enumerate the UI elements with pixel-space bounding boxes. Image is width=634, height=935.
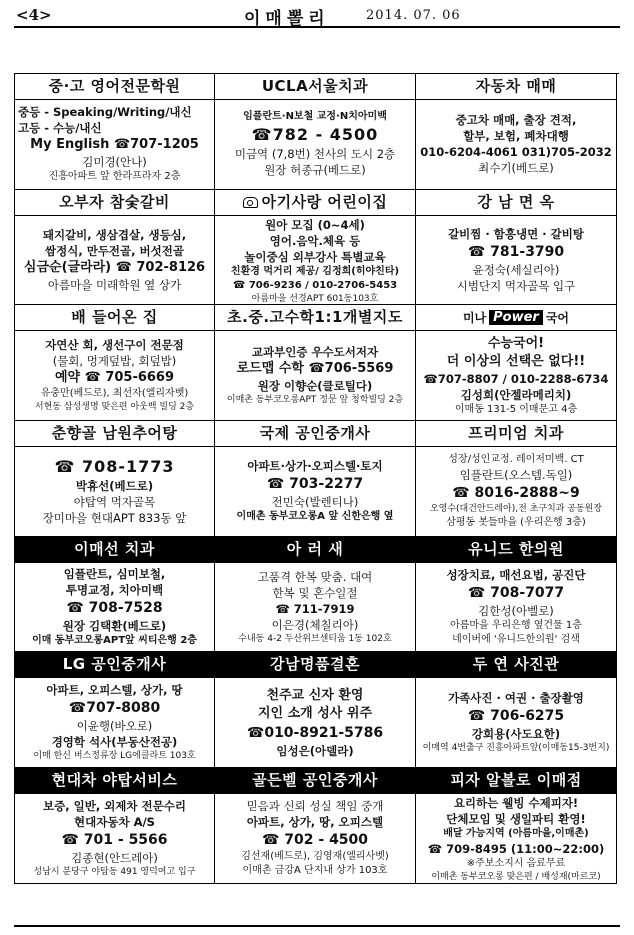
header-rule (14, 26, 620, 28)
ad-title-bar (15, 305, 214, 331)
ad-line: ☎ 708-7528 (66, 600, 163, 617)
ad-line: 삼평동 봇들마을 (우리은행 3층) (446, 516, 586, 528)
ad-line: 성남시 분당구 야탑동 491 영덕여고 입구 (33, 866, 196, 877)
ad-body (215, 216, 415, 306)
ad-title: 춘향골 남원추어탕 (51, 424, 178, 443)
ad-title: 골든벨 공인중개사 (252, 771, 378, 790)
ad-box (15, 652, 215, 768)
ad-line: 이은경(체칠리아) (271, 617, 359, 632)
ad-line: 이매촌 동부코오롱A 앞 신한은행 옆 (236, 511, 394, 523)
ad-line: ☎782 - 4500 (251, 125, 379, 145)
ad-body (15, 100, 214, 189)
ad-title: 현대차 야탑서비스 (51, 771, 178, 790)
ad-title: 유니드 한의원 (468, 539, 564, 558)
ad-line: 유충만(베드로), 최선자(엘리자벳) (40, 388, 189, 400)
ad-line: 성장치료, 매선요법, 공진단 (446, 568, 586, 583)
ad-line: ☎ 708-7077 (467, 585, 565, 602)
ad-title-bar (15, 652, 214, 678)
ad-box (215, 652, 416, 768)
ad-title-bar (416, 421, 616, 447)
ad-line: 시범단지 먹자골목 입구 (456, 279, 576, 294)
ad-line: 최수기(베드로) (478, 161, 554, 176)
ad-line: 야탑역 먹자골목 (73, 495, 156, 510)
ad-line: 아파트, 상가, 땅, 오피스텔 (246, 815, 384, 830)
ad-logo (416, 305, 616, 331)
ad-line: ☎707-8080 (68, 700, 161, 717)
ad-line: 이매촌 금강A 단지내 상가 103호 (242, 865, 388, 877)
ad-title-bar (215, 421, 415, 447)
ad-line: 임플란트, 심미보철, (63, 567, 166, 582)
ad-line: ☎ 8016-2888~9 (452, 484, 580, 501)
ad-grid (14, 73, 619, 884)
ad-line: 이매 한신 버스정류장 LG에클라트 103호 (33, 751, 196, 762)
ad-line: 이매촌 동부코오롱APT 정문 앞 청학빌딩 2층 (226, 395, 404, 406)
ad-line: 윤정숙(세실리아) (472, 263, 560, 278)
ad-line: ☎ 709-8495 (11:00~22:00) (427, 842, 605, 857)
ad-line: ☎ 781-3790 (467, 244, 565, 261)
ad-line: 더 이상의 선택은 없다!! (446, 353, 586, 369)
ad-box (15, 421, 215, 537)
ad-title: 강남명품결혼 (270, 655, 360, 674)
ad-line: 고품격 한복 맞춤. 대여 (257, 569, 373, 584)
ad-line: ※주보소지시 음료무료 (466, 858, 566, 870)
issue-date: 2014. 07. 06 (366, 8, 461, 23)
ad-body (215, 678, 415, 767)
ad-body (416, 794, 616, 884)
ad-line: 요리하는 웰빙 수제피자! (453, 796, 579, 811)
ad-line: 보증, 일반, 외제차 전문수리 (43, 798, 186, 813)
ad-box (416, 537, 617, 653)
ad-line: 지인 소개 성사 위주 (257, 705, 373, 721)
ad-title: 두 연 사진관 (472, 655, 560, 674)
ad-line: (물회, 멍게덮밥, 회덮밥) (52, 354, 177, 369)
ad-line: 이매촌 동부코오롱 맞은편 / 배성재(마르코) (431, 872, 601, 883)
footer-rule (14, 925, 620, 927)
ad-line: 아파트, 오피스텔, 상가, 땅 (46, 683, 183, 698)
ad-line: 심금순(글라라) ☎ 702-8126 (23, 260, 206, 276)
ad-line: 원장 허종규(베드로) (264, 163, 366, 178)
ad-line: ☎010-8921-5786 (246, 724, 384, 741)
ad-title-bar (215, 768, 415, 794)
ad-title-bar (215, 190, 415, 216)
ad-box (15, 190, 215, 306)
ad-body (15, 794, 214, 883)
ad-line: 가족사진 · 여권 · 출장촬영 (448, 691, 584, 706)
ad-line: 김선재(베드로), 김영재(엘리사벳) (241, 851, 389, 863)
ad-body (215, 447, 415, 536)
heart-icon (243, 197, 258, 208)
ad-line: ☎ 702 - 4500 (261, 832, 369, 849)
ad-title: 배 들어온 집 (71, 308, 158, 327)
ad-box (416, 421, 617, 537)
ad-title-bar (215, 537, 415, 563)
ad-box (416, 74, 617, 190)
logo-text-2: 국어 (545, 311, 570, 326)
ad-box (15, 768, 215, 884)
ad-box (416, 768, 617, 884)
ad-line: 배달 가능지역 (아름마을,이매촌) (443, 828, 589, 840)
ad-line: 원장 김택환(베드로) (62, 619, 167, 634)
ad-line: 장미마을 현대APT 833동 앞 (42, 511, 187, 526)
ad-title-bar (215, 74, 415, 100)
page-number: <4> (16, 6, 52, 24)
ad-title: 강 남 면 옥 (477, 192, 555, 211)
ad-title-bar (416, 652, 616, 678)
ad-title: 아기사랑 어린이집 (261, 192, 388, 211)
ad-line: 김미경(안나) (82, 155, 147, 170)
ad-line: 쌈정식, 만두전골, 버섯전골 (45, 244, 184, 259)
ad-line: 수능국어! (487, 335, 545, 351)
ad-line: 원장 이향순(클로틸다) (257, 379, 373, 394)
ad-box (416, 652, 617, 768)
logo-power: Power (489, 310, 543, 325)
ad-box (15, 537, 215, 653)
ad-line: My English ☎707-1205 (30, 137, 199, 153)
ad-title: 국제 공인중개사 (259, 424, 371, 443)
ad-title-bar (15, 421, 214, 447)
ad-title-bar (416, 74, 616, 100)
ad-title-bar (15, 537, 214, 563)
ad-body (416, 447, 616, 536)
ad-title-bar (416, 537, 616, 563)
ad-line: 임플란트·N보철 교정·N치아미백 (243, 111, 387, 123)
ad-body (416, 678, 616, 767)
ad-line: 친환경 먹거리 제공/ 김정희(히야친타) (230, 265, 400, 277)
ad-line: 아름마을 미래학원 옆 상가 (47, 278, 182, 293)
ad-line: 오영수(대건안드레아),전 초구치과 공동원장 (429, 503, 603, 514)
ad-line: 한복 및 혼수일절 (272, 585, 358, 600)
ad-line: 이매역 4번출구 진흥아파트앞(이매동15-3번지) (422, 743, 610, 754)
ad-title: 오부자 참숯갈비 (59, 192, 170, 211)
ad-line: 010-6204-4061 031)705-2032 (420, 145, 612, 160)
ad-line: 중고차 매매, 출장 견적, (455, 113, 577, 128)
ad-body (215, 331, 415, 420)
ad-line: 임성은(아델라) (276, 743, 354, 758)
ad-title: UCLA서울치과 (261, 77, 369, 95)
ad-line: 돼지갈비, 생삼겹살, 생등심, (42, 228, 187, 243)
ad-body (15, 331, 214, 420)
ad-body (15, 563, 214, 652)
ad-line: 중등 - Speaking/Writing/내신 (18, 105, 192, 120)
ad-line: 단체모임 및 생일파티 환영! (446, 812, 586, 827)
ad-body (15, 447, 214, 536)
ad-line: 네이버에 '유니드한의원' 검색 (452, 634, 580, 646)
ad-title-bar (416, 190, 616, 216)
ad-line: 경영학 석사(부동산전공) (51, 735, 178, 750)
ad-body (215, 794, 415, 883)
ad-line: 갈비찜 · 함흥냉면 · 갈비탕 (448, 227, 584, 242)
ad-title: 초.중.고수학1:1개별지도 (227, 308, 403, 327)
ad-line: 로드맵 수학 ☎706-5569 (236, 361, 394, 377)
ad-box (416, 190, 617, 306)
ad-box (215, 421, 416, 537)
ad-title: 프리미엄 치과 (468, 424, 564, 443)
ad-box (215, 768, 416, 884)
ad-body (215, 563, 415, 652)
ad-line: 강희용(사도요한) (471, 727, 561, 742)
ad-line: 투명교정, 치아미백 (65, 583, 164, 598)
newsletter-title: 이매뽈리 (244, 9, 330, 29)
ad-line: 천주교 신자 환영 (266, 687, 364, 703)
page-header (14, 4, 620, 29)
ad-line: 미금역 (7,8번) 천사의 도시 2층 (234, 147, 396, 162)
ad-line: 수내동 4-2 두산위브센티움 1동 102호 (238, 633, 392, 644)
ad-line: 예약 ☎ 705-6669 (54, 370, 175, 386)
ad-body (416, 100, 616, 189)
ad-line: ☎ 708-1773 (54, 457, 175, 477)
ad-title-bar (215, 305, 415, 331)
ad-line: ☎ 701 - 5566 (61, 831, 168, 848)
ad-line: 이윤행(바오로) (76, 719, 153, 734)
ad-line: ☎ 711-7919 (275, 601, 355, 616)
ad-line: 현대자동차 A/S (74, 814, 155, 829)
ad-line: 아름마을 선경APT 601동103호 (251, 293, 379, 304)
ad-line: 원아 모집 (0~4세) (265, 217, 365, 232)
ad-box (15, 74, 215, 190)
ad-line: 자연산 회, 생선구이 전문점 (45, 338, 184, 353)
ad-body (416, 563, 616, 652)
ad-box (215, 74, 416, 190)
ad-box (215, 190, 416, 306)
ad-box (15, 305, 215, 421)
ad-line: 아름마을 우리은행 옆건물 1층 (450, 620, 582, 632)
ad-line: 영어.음악.체육 등 (269, 233, 361, 248)
ad-line: 박휴선(베드로) (75, 479, 154, 494)
ad-title: 중·고 영어전문학원 (48, 77, 181, 95)
ad-title-bar (15, 190, 214, 216)
ad-line: ☎ 706-9236 / 010-2706-5453 (232, 279, 398, 291)
ad-line: 김한성(아벨로) (478, 604, 554, 619)
ad-title: LG 공인중개사 (62, 655, 167, 674)
ad-title-bar (416, 768, 616, 794)
ad-line: ☎ 703-2277 (266, 476, 364, 493)
ad-line: 임플란트(오스템.독일) (459, 467, 573, 482)
ad-line: 이매동 131-5 이매문고 4층 (454, 403, 578, 415)
ad-line: ☎ 706-6275 (467, 708, 565, 725)
ad-box (416, 305, 617, 421)
ad-line: 전민숙(발렌티나) (271, 495, 359, 510)
ad-line: 이매 동부코오롱APT앞 씨티은행 2층 (32, 635, 197, 647)
ad-line: 놀이중심 외부강사 특별교육 (244, 249, 386, 264)
ad-line: ☎707-8807 / 010-2288-6734 (423, 371, 609, 386)
ad-body (215, 100, 415, 189)
ad-line: 고등 - 수능/내신 (18, 121, 102, 136)
ad-line: 진흥아파트 앞 한라프라자 2층 (48, 171, 181, 183)
ad-body (15, 216, 214, 305)
ad-line: 할부, 보험, 폐차대행 (463, 129, 569, 144)
ad-title-bar (15, 768, 214, 794)
ad-line: 성장/성인교정. 레이저미백. CT (448, 453, 584, 465)
ad-title: 아 러 새 (286, 539, 344, 558)
ad-body (416, 216, 616, 305)
ad-line: 김종현(안드레아) (71, 850, 158, 865)
ad-line: 김성희(안젤라메리치) (460, 387, 572, 402)
ad-title-bar (215, 652, 415, 678)
ad-line: 교과부인증 우수도서저자 (251, 345, 379, 360)
ad-box (215, 305, 416, 421)
ad-line: 믿음과 신뢰 성실 책임 중개 (246, 799, 384, 814)
logo-text-1: 미나 (462, 311, 487, 326)
ad-title: 이매선 치과 (74, 539, 155, 558)
ad-line: 아파트·상가·오피스텔·토지 (247, 459, 383, 474)
ad-title: 피자 알볼로 이매점 (450, 771, 582, 790)
ad-box (215, 537, 416, 653)
ad-title-bar (15, 74, 214, 100)
ad-line: 서현동 삼성생명 맞은편 아웃백 빌딩 2층 (34, 402, 195, 413)
ad-body (416, 331, 616, 420)
ad-body (15, 678, 214, 767)
ad-title: 자동차 매매 (475, 77, 557, 95)
